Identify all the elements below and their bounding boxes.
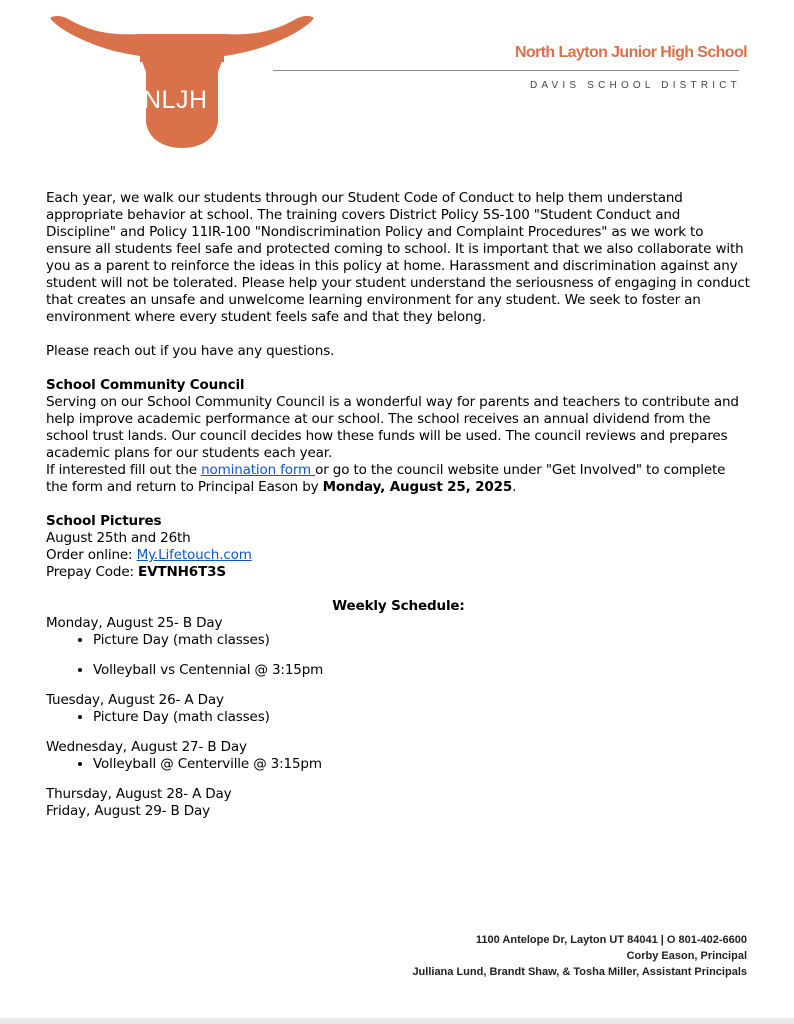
schedule-day-monday: Monday, August 25- B Day	[46, 615, 223, 631]
council-interest: If interested fill out the nomination form or go to the council website under "Get Involved" to complete the form and return to Principal Eason by Monday, August 25, 2025.	[46, 462, 726, 495]
pictures-heading: School Pictures	[46, 513, 162, 529]
weekly-schedule-title: Weekly Schedule:	[332, 598, 465, 614]
pictures-prepay: Prepay Code: EVTNH6T3S	[46, 564, 226, 580]
district-name: DAVIS SCHOOL DISTRICT	[530, 80, 741, 91]
school-name: North Layton Junior High School	[514, 44, 747, 61]
list-item: • Picture Day (math classes)	[93, 632, 751, 649]
list-item: • Volleyball @ Centerville @ 3:15pm	[93, 756, 751, 773]
lifetouch-link[interactable]: My.Lifetouch.com	[136, 547, 252, 563]
nomination-form-link[interactable]: nomination form	[201, 462, 316, 478]
header-divider	[273, 70, 739, 71]
prepay-code: EVTNH6T3S	[138, 564, 226, 580]
footer-address: 1100 Antelope Dr, Layton UT 84041 | O 801-402-6600	[475, 934, 747, 946]
pictures-order: Order online: My.Lifetouch.com	[46, 547, 252, 563]
council-deadline: Monday, August 25, 2025	[322, 479, 513, 495]
schedule-day-thursday: Thursday, August 28- A Day	[46, 786, 232, 802]
schedule-day-friday: Friday, August 29- B Day	[46, 803, 210, 819]
footer-principal: Corby Eason, Principal	[626, 950, 747, 962]
questions-line: Please reach out if you have any questions.	[46, 343, 335, 359]
longhorn-logo-icon	[48, 12, 316, 152]
schedule-day-wednesday: Wednesday, August 27- B Day	[46, 739, 247, 755]
tuesday-list	[46, 709, 751, 726]
list-item: • Picture Day (math classes)	[93, 709, 751, 726]
schedule-day-tuesday: Tuesday, August 26- A Day	[46, 692, 224, 708]
logo-text: NLJH	[143, 86, 208, 114]
monday-list	[46, 632, 751, 679]
footer-assistants: Julliana Lund, Brandt Shaw, & Tosha Miller, Assistant Principals	[412, 966, 747, 978]
list-item: • Volleyball vs Centennial @ 3:15pm	[93, 662, 751, 679]
intro-paragraph: Each year, we walk our students through our Student Code of Conduct to help them understand appropriate behavior at school. The training covers District Policy 5S-100 "Student Conduct and Discipline" and Policy 11IR-100 "Nondiscrimination Policy and Complaint Procedures" as we work to ensure all students feel safe and protected coming to school. It is important that we also collaborate with you as a parent to reinforce the ideas in this policy at home. Harassment and discrimination against any student will not be tolerated. Please help your student understand the seriousness of engaging in conduct that creates an unsafe and unwelcome learning environment for any student. We seek to foster an environment where every student feels safe and that they belong.	[46, 190, 750, 325]
wednesday-list	[46, 756, 751, 773]
letter-body	[46, 190, 751, 820]
footer	[412, 932, 747, 980]
pictures-dates: August 25th and 26th	[46, 530, 191, 546]
council-body: Serving on our School Community Council is a wonderful way for parents and teachers to contribute and help improve academic performance at our school. The school receives an annual dividend from the school trust lands. Our council decides how these funds will be used. The council reviews and prepares academic plans for our students each year.	[46, 394, 739, 461]
council-heading: School Community Council	[46, 377, 245, 393]
page-bottom-edge	[0, 1018, 794, 1024]
